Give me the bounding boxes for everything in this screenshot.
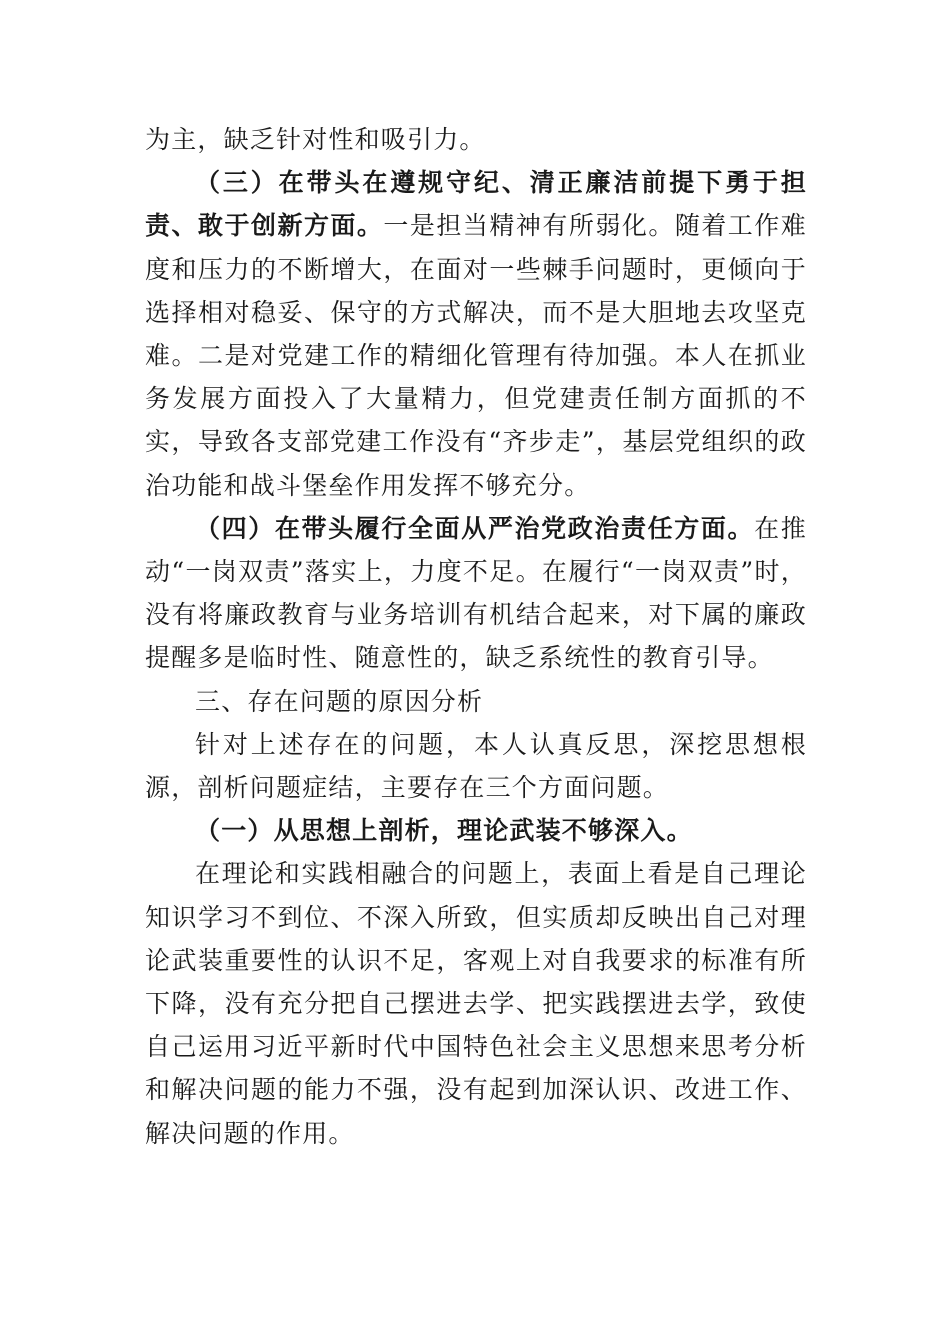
- section-three-text: 一是担当精神有所弱化。随着工作难度和压力的不断增大，在面对一些棘手问题时，更倾向于选择相对稳妥、保守的方式解决，而不是大胆地去攻坚克难。二是对党建工作的精细化管理有待加强。本人在抓业务发展方面投入了大量精力，但党建责任制方面抓的不实，导致各支部党建工作没有“齐步走”，基层党组织的政治功能和战斗堡垒作用发挥不够充分。: [145, 211, 807, 500]
- section-three-heading: （三）在带头在遵规守纪、清正廉洁前提下勇于担责、敢于创新方面。: [145, 168, 807, 241]
- paragraph-section-three: [145, 161, 807, 507]
- chapter-heading-cause-analysis: 三、存在问题的原因分析: [195, 686, 484, 716]
- section-four-text: 在推动“一岗双责”落实上，力度不足。在履行“一岗双责”时，没有将廉政教育与业务培训有机结合起来，对下属的廉政提醒多是临时性、随意性的，缺乏系统性的教育引导。: [145, 513, 807, 673]
- section-four-heading: （四）在带头履行全面从严治党政治责任方面。: [195, 513, 755, 543]
- document-body: [145, 118, 807, 1155]
- paragraph-section-four: [145, 507, 807, 680]
- paragraph-continuation: 为主，缺乏针对性和吸引力。: [145, 125, 486, 154]
- paragraph-subsection-one: 在理论和实践相融合的问题上，表面上看是自己理论知识学习不到位、不深入所致，但实质却反映出自己对理论武装重要性的认识不足，客观上对自我要求的标准有所下降，没有充分把自己摆进去学、把实践摆进去学，致使自己运用习近平新时代中国特色社会主义思想来思考分析和解决问题的能力不强，没有起到加深认识、改进工作、解决问题的作用。: [145, 859, 807, 1148]
- subsection-one-heading: （一）从思想上剖析，理论武装不够深入。: [195, 816, 693, 846]
- paragraph-intro-analysis: 针对上述存在的问题，本人认真反思，深挖思想根源，剖析问题症结，主要存在三个方面问题。: [145, 729, 807, 803]
